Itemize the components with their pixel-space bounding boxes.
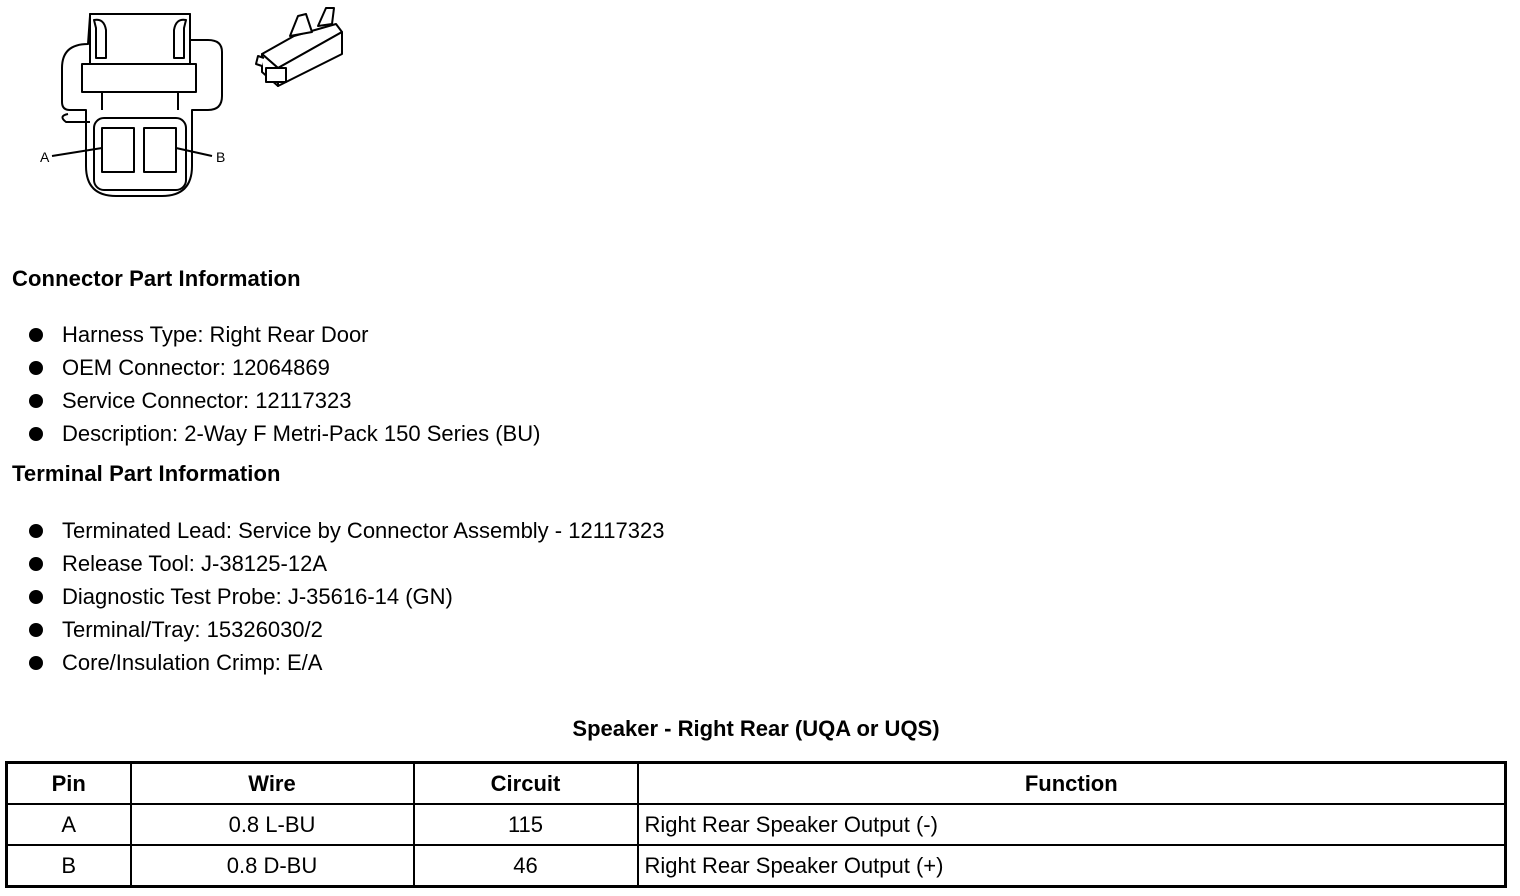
bullet-icon bbox=[29, 328, 43, 342]
bullet-icon bbox=[29, 394, 43, 408]
table-header-row bbox=[7, 763, 1506, 805]
bullet-icon bbox=[29, 524, 43, 538]
bullet-icon bbox=[29, 590, 43, 604]
header-function: Function bbox=[638, 763, 1506, 805]
pin-a-cavity bbox=[102, 128, 134, 172]
connector-diagram bbox=[30, 6, 370, 206]
table-row bbox=[7, 804, 1506, 845]
connector-info-heading: Connector Part Information bbox=[12, 266, 301, 291]
pin-a-label: A bbox=[40, 149, 50, 165]
pin-b-leader bbox=[176, 148, 212, 156]
header-pin: Pin bbox=[7, 763, 131, 805]
cell-pin: B bbox=[7, 845, 131, 887]
bullet-icon bbox=[29, 427, 43, 441]
cell-pin: A bbox=[7, 804, 131, 845]
bullet-icon bbox=[29, 557, 43, 571]
connector-info-list bbox=[28, 318, 540, 450]
cell-circuit: 115 bbox=[414, 804, 638, 845]
list-item: Service Connector: 12117323 bbox=[28, 384, 540, 417]
header-circuit: Circuit bbox=[414, 763, 638, 805]
connector-body-outline bbox=[62, 14, 222, 196]
list-item: Terminated Lead: Service by Connector Assembly - 12117323 bbox=[28, 514, 665, 547]
bullet-icon bbox=[29, 361, 43, 375]
table-caption: Speaker - Right Rear (UQA or UQS) bbox=[572, 716, 940, 741]
terminal-info-heading: Terminal Part Information bbox=[12, 461, 281, 486]
bullet-icon bbox=[29, 656, 43, 670]
cell-function: Right Rear Speaker Output (-) bbox=[638, 804, 1506, 845]
list-item: Core/Insulation Crimp: E/A bbox=[28, 646, 665, 679]
list-item: Description: 2-Way F Metri-Pack 150 Series (BU) bbox=[28, 417, 540, 450]
list-item: Release Tool: J-38125-12A bbox=[28, 547, 665, 580]
header-wire: Wire bbox=[131, 763, 414, 805]
terminal-info-list bbox=[28, 514, 665, 679]
pin-b-cavity bbox=[144, 128, 176, 172]
table-row bbox=[7, 845, 1506, 887]
list-item: Terminal/Tray: 15326030/2 bbox=[28, 613, 665, 646]
bullet-icon bbox=[29, 623, 43, 637]
cell-wire: 0.8 L-BU bbox=[131, 804, 414, 845]
pin-b-label: B bbox=[216, 149, 226, 165]
cell-wire: 0.8 D-BU bbox=[131, 845, 414, 887]
list-item: OEM Connector: 12064869 bbox=[28, 351, 540, 384]
latch-bar bbox=[82, 64, 196, 92]
list-item: Harness Type: Right Rear Door bbox=[28, 318, 540, 351]
list-item: Diagnostic Test Probe: J-35616-14 (GN) bbox=[28, 580, 665, 613]
cell-circuit: 46 bbox=[414, 845, 638, 887]
cell-function: Right Rear Speaker Output (+) bbox=[638, 845, 1506, 887]
pin-table bbox=[5, 761, 1507, 888]
connector-isometric-view bbox=[256, 8, 342, 86]
